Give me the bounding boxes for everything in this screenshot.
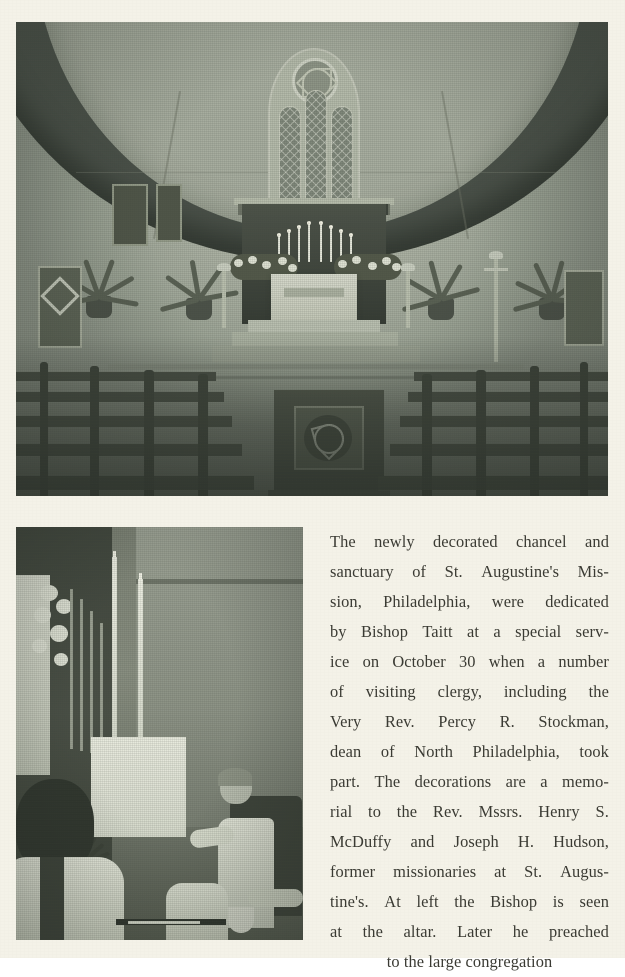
caption-word: and (410, 832, 435, 851)
caption-line (330, 587, 609, 617)
caption-word: a (540, 772, 548, 791)
caption-word: of (412, 562, 427, 581)
caption-line (330, 527, 609, 557)
caption-word: at (467, 622, 480, 641)
palm-plant (408, 252, 474, 320)
altar-candle (298, 228, 300, 262)
candle-stem (80, 599, 83, 751)
candle-stem (100, 623, 103, 755)
caption-word: dean (330, 742, 362, 761)
caption-word: Bishop (360, 622, 408, 641)
caption-line (330, 557, 609, 587)
caption-line (330, 917, 609, 947)
flower-bloom (50, 625, 68, 642)
standing-candlestick (222, 270, 226, 328)
caption-word: visiting (365, 682, 416, 701)
predella-step (248, 320, 380, 332)
side-banner (564, 270, 604, 346)
caption-word: the (362, 922, 383, 941)
caption-word: special (515, 622, 562, 641)
caption-word: tine's. (330, 892, 369, 911)
caption-word: The (330, 532, 356, 551)
caption-line (330, 857, 609, 887)
flower-bloom (382, 257, 391, 265)
caption-word: Rev. (432, 802, 463, 821)
altar-candle (330, 228, 332, 262)
caption-word: Philadelphia, (472, 742, 560, 761)
caption-word: dedicated (545, 592, 609, 611)
flower-bloom (338, 260, 347, 268)
caption-word: Very (330, 712, 362, 731)
caption-line (330, 797, 609, 827)
caption-word: Hudson, (553, 832, 609, 851)
caption-word: a (493, 622, 501, 641)
caption-word: part. (330, 772, 361, 791)
nave-floor-shadow (16, 336, 608, 496)
caption-word: including (503, 682, 567, 701)
caption-word: chancel (515, 532, 567, 551)
caption-word: Bishop (490, 892, 538, 911)
standing-candlestick (406, 270, 410, 328)
altar-frontal-panel (284, 288, 344, 297)
caption-word: preached (549, 922, 609, 941)
flower-bloom (368, 262, 377, 270)
caption-word: when (488, 652, 525, 671)
caption-word: Henry (538, 802, 580, 821)
flower-bloom (352, 256, 361, 264)
acolyte-stole (40, 857, 64, 940)
caption-line (330, 677, 609, 707)
caption-word: sanctuary (330, 562, 394, 581)
caption-word: Joseph (453, 832, 499, 851)
bishop-photo (16, 527, 303, 940)
caption-word: and (585, 532, 609, 551)
hanging-banner (112, 184, 148, 246)
flower-bloom (32, 639, 47, 653)
caption-word: The (374, 772, 401, 791)
gothic-window (268, 48, 360, 208)
caption-word: missionaries (393, 862, 477, 881)
caption-word: of (380, 742, 395, 761)
flower-bloom (288, 264, 297, 272)
caption-word: the (588, 682, 609, 701)
caption-word: the (454, 892, 475, 911)
caption-word: H. (517, 832, 535, 851)
banner-motif-icon (40, 276, 80, 316)
caption-word: by (330, 622, 347, 641)
missal-cushion (248, 889, 303, 907)
flower-bloom (40, 585, 58, 601)
candle-stem (90, 611, 93, 753)
caption-word: Rev. (384, 712, 415, 731)
caption-word: decorated (433, 532, 498, 551)
altar-candle (320, 224, 322, 262)
caption-word: St. (444, 562, 463, 581)
caption-word: R. (499, 712, 515, 731)
high-altar (271, 274, 357, 320)
caption-word: seen (579, 892, 609, 911)
caption-word: of (330, 682, 344, 701)
caption-word: Taitt (422, 622, 453, 641)
flower-bloom (262, 261, 271, 269)
caption-word: are (505, 772, 526, 791)
caption-word: Augustine's (481, 562, 560, 581)
photo-caption (330, 527, 609, 977)
flower-bloom (392, 263, 401, 271)
caption-word: Percy (438, 712, 477, 731)
flower-bloom (234, 259, 243, 267)
caption-word: Stockman, (538, 712, 609, 731)
caption-word: clergy, (437, 682, 483, 701)
caption-word: Mssrs. (478, 802, 523, 821)
caption-word: the (396, 802, 418, 821)
chancel-photo (16, 22, 608, 496)
caption-line (330, 647, 609, 677)
altar-candle (308, 224, 310, 262)
window-lancet (305, 90, 327, 202)
flower-bloom (278, 257, 287, 265)
hanging-banner (156, 184, 182, 242)
caption-word: a (537, 652, 546, 671)
caption-line (330, 737, 609, 767)
caption-word: to (368, 802, 381, 821)
caption-word: McDuffy (330, 832, 392, 851)
caption-word: altar. (403, 922, 437, 941)
caption-line (330, 887, 609, 917)
caption-word: North (414, 742, 454, 761)
caption-word: took (579, 742, 609, 761)
flower-bloom (54, 653, 68, 666)
window-lancet (279, 106, 301, 202)
caption-word: were (491, 592, 525, 611)
caption-word: ice (330, 652, 350, 671)
window-arch (268, 48, 360, 208)
candle-stem (70, 589, 73, 749)
altar-edge-highlight (128, 921, 200, 924)
caption-word: on (362, 652, 380, 671)
chalice (228, 907, 254, 933)
caption-line (330, 707, 609, 737)
flower-bloom (248, 256, 257, 264)
caption-word: serv- (575, 622, 609, 641)
caption-word: memo- (562, 772, 609, 791)
caption-word: At (384, 892, 401, 911)
caption-word: S. (595, 802, 609, 821)
caption-word: newly (374, 532, 415, 551)
caption-word: at (330, 922, 343, 941)
caption-word: number (558, 652, 609, 671)
caption-line (330, 827, 609, 857)
caption-word: sion, (330, 592, 362, 611)
acolyte-vestment (16, 857, 124, 940)
caption-word: decorations (414, 772, 492, 791)
wall-ledge (136, 579, 303, 584)
altar-candle (112, 557, 117, 742)
flower-bloom (34, 607, 51, 623)
acolyte-vestment (166, 883, 228, 940)
caption-word: Mis- (577, 562, 609, 581)
caption-word: October (392, 652, 446, 671)
window-lancet (331, 106, 353, 202)
caption-word: Augus- (560, 862, 609, 881)
caption-word: rial (330, 802, 353, 821)
caption-line (330, 617, 609, 647)
caption-word: Philadelphia, (383, 592, 471, 611)
caption-line: to the large congregation (386, 952, 553, 971)
caption-word: 30 (458, 652, 476, 671)
caption-word: is (552, 892, 564, 911)
caption-word: at (494, 862, 507, 881)
caption-word: former (330, 862, 376, 881)
caption-word: St. (524, 862, 543, 881)
caption-word: he (512, 922, 529, 941)
caption-word: Later (457, 922, 493, 941)
altar-candle (138, 579, 143, 744)
processional-cross-bar (484, 268, 508, 271)
bishop-hair (218, 768, 252, 786)
white-altar-frontal (91, 737, 186, 837)
caption-line (330, 767, 609, 797)
caption-word: left (416, 892, 439, 911)
